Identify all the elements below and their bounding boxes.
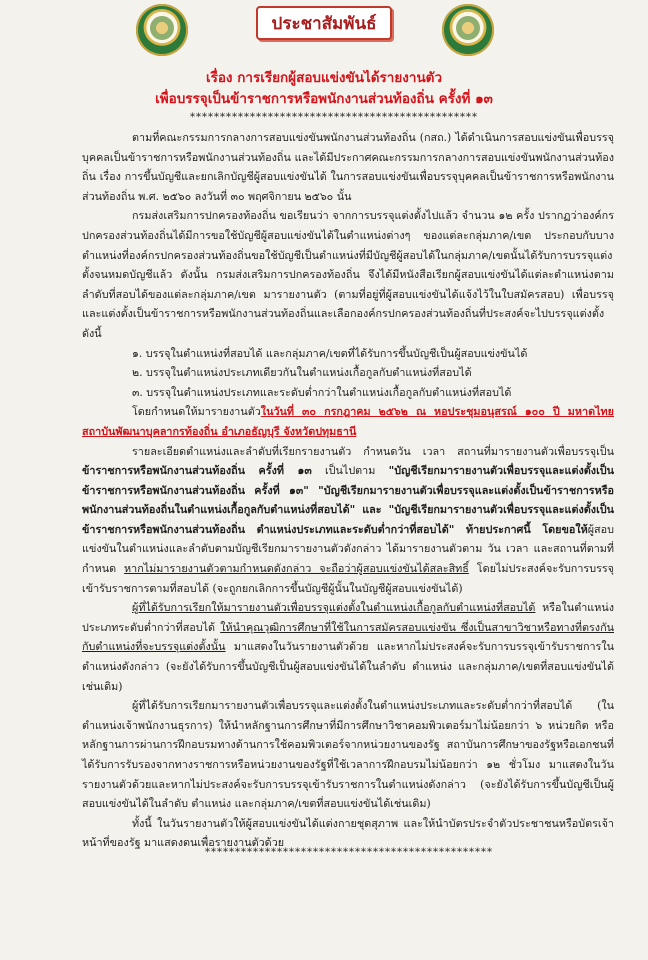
list-item-2: ๒. บรรจุในตำแหน่งประเภทเดียวกันในตำแหน่งเกื้อกูลกับตำแหน่งที่สอบได้ (132, 366, 472, 380)
list-item-3: ๓. บรรจุในตำแหน่งประเภทและระดับต่ำกว่าในตำแหน่งเกื้อกูลกับตำแหน่งที่สอบได้ (132, 385, 512, 399)
list-item-1: ๑. บรรจุในตำแหน่งที่สอบได้ และกลุ่มภาค/เขตที่ได้รับการขึ้นบัญชีเป็นผู้สอบแข่งขันได้ (132, 346, 528, 360)
document-body (82, 128, 614, 853)
paragraph-6: ผู้ที่ได้รับการเรียกมารายงานตัวเพื่อบรรจุและแต่งตั้งในตำแหน่งประเภทและระดับต่ำกว่าที่สอบได้ (ในตำแหน่งเจ้าพนักงานธุรการ) ให้นำหลักฐานการศึกษาที่มีการศึกษาวิชาคอมพิวเตอร์มาไม่น้อยกว่า ๖ หน่วยกิต หรือหลักฐานการผ่านการฝึกอบรมทางด้านการใช้คอมพิวเตอร์จากหน่วยงานของรัฐ สถาบันการศึกษาของรัฐหรือเอกชนที่ได้รับการรับรองจากทางราชการหรือหน่วยงานของรัฐที่ใช้เวลาการฝึกอบรมไม่น้อยกว่า ๑๒ ชั่วโมง มาแสดงในวันรายงานตัวด้วยและหากไม่ประสงค์จะรับการบรรจุเข้ารับราชการในตำแหน่งดังกล่าว (จะยังได้รับการขึ้นบัญชีเป็นผู้สอบแข่งขันได้ในลำดับ ตำแหน่ง และกลุ่มภาค/เขตที่สอบแข่งขันได้เช่นเดิม) (82, 699, 614, 811)
report-lead: โดยกำหนดให้มารายงานตัว (132, 405, 261, 419)
p4-d: "บัญชีเรียกมารายงานตัวเพื่อบรรจุและแต่งตั้งเป็นข้าราชการหรือพนักงานส่วนท้องถิ่น ครั้งที่ ๑๓" "บัญชีเรียกมารายงานตัวเพื่อบรรจุและแต่งตั้งเป็นข้าราชการหรือพนักงานส่วนท้องถิ่นในตำแหน่งเกื้อกูลกับตำแหน่งที่สอบได้" และ "บัญชีเรียกมารายงานตัวเพื่อบรรจุและแต่งตั้งเป็นข้าราชการหรือพนักงานส่วนท้องถิ่น ตำแหน่งประเภทและระดับต่ำกว่าที่สอบได้" ท้ายประกาศนี้ โดยขอให้ (82, 464, 615, 536)
paragraph-4 (82, 442, 614, 599)
p5-d: มาแสดงในวันรายงานตัวด้วย และหากไม่ประสงค์จะรับการบรรจุเข้ารับราชการในตำแหน่งดังกล่าว (จะยังได้รับการขึ้นบัญชีเป็นผู้สอบแข่งขันได้ในลำดับ ตำแหน่ง และกลุ่มภาค/เขตที่สอบแข่งขันได้เช่นเดิม) (82, 640, 614, 693)
p4-c: เป็นไปตาม (311, 464, 389, 478)
divider-stars-top: ************************************************ (190, 112, 478, 123)
paragraph-1: ตามที่คณะกรรมการกลางการสอบแข่งขันพนักงานส่วนท้องถิ่น (กสถ.) ได้ดำเนินการสอบแข่งขันเพื่อบรรจุบุคคลเป็นข้าราชการหรือพนักงานส่วนท้องถิ่น และได้มีประกาศคณะกรรมการกลางการสอบแข่งขันพนักงานส่วนท้องถิ่น เรื่อง การขึ้นบัญชีและยกเลิกบัญชีผู้สอบแข่งขันได้ ในการสอบแข่งขันเพื่อบรรจุบุคคลเป็นข้าราชการหรือพนักงานส่วนท้องถิ่น พ.ศ. ๒๕๖๐ ลงวันที่ ๓๐ พฤศจิกายน ๒๕๖๐ นั้น (82, 131, 614, 203)
right-emblem-icon (442, 4, 494, 56)
banner-label: ประชาสัมพันธ์ (271, 13, 377, 34)
paragraph-7: ทั้งนี้ ในวันรายงานตัวให้ผู้สอบแข่งขันได้แต่งกายชุดสุภาพ และให้นำบัตรประจำตัวประชาชนหรือบัตรเจ้าหน้าที่ของรัฐ มาแสดงตนเพื่อรายงานตัวด้วย (82, 816, 614, 850)
title-line-1: เรื่อง การเรียกผู้สอบแข่งขันได้รายงานตัว (205, 70, 443, 86)
p5-c: ให้นำคุณวุฒิการศึกษาที่ใช้ในการสมัครสอบแข่งขัน ซึ่งเป็นสาขาวิชาหรือทางที่ตรงกันกับตำแหน่งที่จะบรรจุแต่งตั้งนั้น (82, 620, 614, 654)
paragraph-5 (82, 598, 614, 696)
p4-f: หากไม่มารายงานตัวตามกำหนดดังกล่าว จะถือว่าผู้สอบแข่งขันได้สละสิทธิ์ (124, 562, 469, 576)
p5-b: หรือในตำแหน่งประเภทระดับต่ำกว่าที่สอบได้ (82, 601, 614, 634)
left-emblem-icon (136, 4, 188, 56)
p4-g: โดยไม่ประสงค์จะรับการบรรจุเข้ารับราชการตามที่สอบได้ (จะถูกยกเลิกการขึ้นบัญชีผู้นั้นในบัญชีผู้สอบแข่งขันได้) (82, 562, 614, 595)
paragraph-2: กรมส่งเสริมการปกครองท้องถิ่น ขอเรียนว่า จากการบรรจุแต่งตั้งไปแล้ว จำนวน ๑๒ ครั้ง ปรากฏว่าองค์กรปกครองส่วนท้องถิ่นได้มีการขอใช้บัญชีผู้สอบแข่งขันได้ในตำแหน่งต่างๆ ของแต่ละกลุ่มภาค/เขต ประกอบกับบางตำแหน่งที่องค์กรปกครองส่วนท้องถิ่นขอใช้บัญชีเป็นตำแหน่งที่มีบัญชีผู้สอบได้ในกลุ่มภาค/เขตนั้นได้รับการบรรจุแต่งตั้งจนหมดบัญชีแล้ว ดังนั้น กรมส่งเสริมการปกครองท้องถิ่น จึงได้มีหนังสือเรียกผู้สอบแข่งขันได้แต่ละตำแหน่งตามลำดับที่สอบได้ของแต่ละกลุ่มภาค/เขต มารายงานตัว (ตามที่อยู่ที่ผู้สอบแข่งขันได้แจ้งไว้ในใบสมัครสอบ) เพื่อบรรจุและแต่งตั้งเป็นข้าราชการหรือพนักงานส่วนท้องถิ่นและเลือกองค์กรปกครองส่วนท้องถิ่นที่ประสงค์จะไปบรรจุแต่งตั้ง ดังนี้ (82, 209, 614, 340)
divider-stars-bottom: ************************************************ (205, 847, 493, 858)
report-date-place: ในวันที่ ๓๐ กรกฎาคม ๒๕๖๒ ณ หอประชุมอนุสรณ์ ๑๐๐ ปี มหาดไทย สถาบันพัฒนาบุคลากรท้องถิ่น อำเภอธัญบุรี จังหวัดปทุมธานี (82, 405, 614, 438)
paragraph-3 (82, 402, 614, 441)
announcement-banner (256, 6, 392, 40)
p4-a: รายละเอียดตำแหน่งและลำดับที่เรียกรายงานตัว กำหนดวัน เวลา สถานที่มารายงานตัวเพื่อบรรจุเป็น (132, 444, 614, 458)
p4-e: ผู้สอบแข่งขันในตำแหน่งและลำดับตามบัญชีเรียกมารายงานตัวดังกล่าว ได้มารายงานตัวตาม วัน เวลา และสถานที่ตามที่กำหนด (82, 522, 614, 576)
p5-a: ผู้ที่ได้รับการเรียกให้มารายงานตัวเพื่อบรรจุแต่งตั้งในตำแหน่งเกื้อกูลกับตำแหน่งที่สอบได้ (132, 601, 536, 615)
p4-b: ข้าราชการหรือพนักงานส่วนท้องถิ่น ครั้งที่ ๑๓ (82, 464, 312, 478)
title-line-2: เพื่อบรรจุเป็นข้าราชการหรือพนักงานส่วนท้องถิ่น ครั้งที่ ๑๓ (155, 91, 493, 107)
